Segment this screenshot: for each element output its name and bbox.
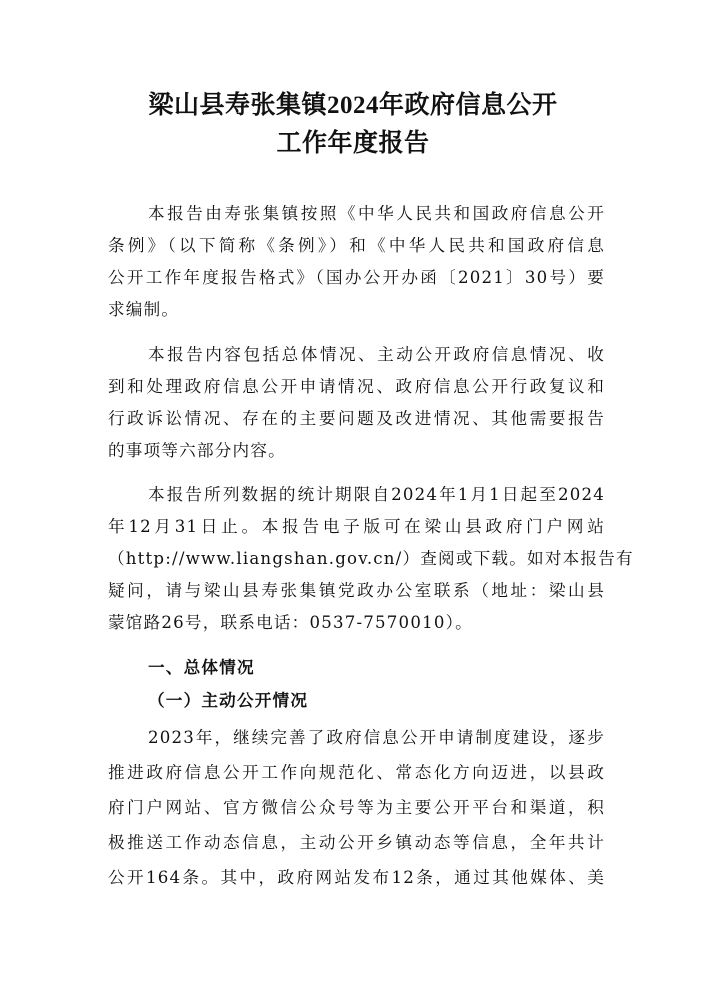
paragraph-1-line-2: 条例》（以下简称《条例》）和《中华人民共和国政府信息	[108, 236, 605, 255]
paragraph-1-line-4: 求编制。	[108, 300, 180, 319]
paragraph-2-line-4: 的事项等六部分内容。	[108, 441, 286, 460]
paragraph-2-line-3: 行政诉讼情况、存在的主要问题及改进情况、其他需要报告	[108, 409, 605, 428]
subsection-1-heading: （一）主动公开情况	[148, 690, 309, 710]
paragraph-1-line-1: 本报告由寿张集镇按照《中华人民共和国政府信息公开	[148, 204, 605, 223]
paragraph-2-line-1: 本报告内容包括总体情况、主动公开政府信息情况、收	[148, 345, 605, 364]
report-title-line-2: 工作年度报告	[276, 130, 430, 157]
paragraph-4-line-2: 推进政府信息公开工作向规范化、常态化方向迈进，以县政	[108, 763, 605, 782]
paragraph-1-line-3: 公开工作年度报告格式》（国办公开办函〔2021〕30号）要	[108, 268, 605, 287]
paragraph-3-line-5: 蒙馆路26号，联系电话：0537-7570010）。	[108, 613, 473, 632]
paragraph-3-line-3: （http://www.liangshan.gov.cn/）查阅或下载。如对本报告有	[108, 549, 634, 568]
paragraph-4-line-5: 公开164条。其中，政府网站发布12条，通过其他媒体、美	[108, 868, 605, 887]
paragraph-2-line-2: 到和处理政府信息公开申请情况、政府信息公开行政复议和	[108, 377, 605, 396]
paragraph-4-line-1: 2023年，继续完善了政府信息公开申请制度建设，逐步	[148, 728, 605, 747]
report-title-line-1: 梁山县寿张集镇2024年政府信息公开	[148, 92, 558, 119]
paragraph-3-line-2: 年12月31日止。本报告电子版可在梁山县政府门户网站	[108, 517, 605, 536]
paragraph-3-line-4: 疑问，请与梁山县寿张集镇党政办公室联系（地址：梁山县	[108, 581, 605, 600]
section-1-heading: 一、总体情况	[148, 658, 255, 677]
paragraph-4-line-4: 极推送工作动态信息，主动公开乡镇动态等信息，全年共计	[108, 833, 605, 852]
paragraph-4-line-3: 府门户网站、官方微信公众号等为主要公开平台和渠道，积	[108, 798, 605, 817]
paragraph-3-line-1: 本报告所列数据的统计期限自2024年1月1日起至2024	[148, 485, 605, 504]
